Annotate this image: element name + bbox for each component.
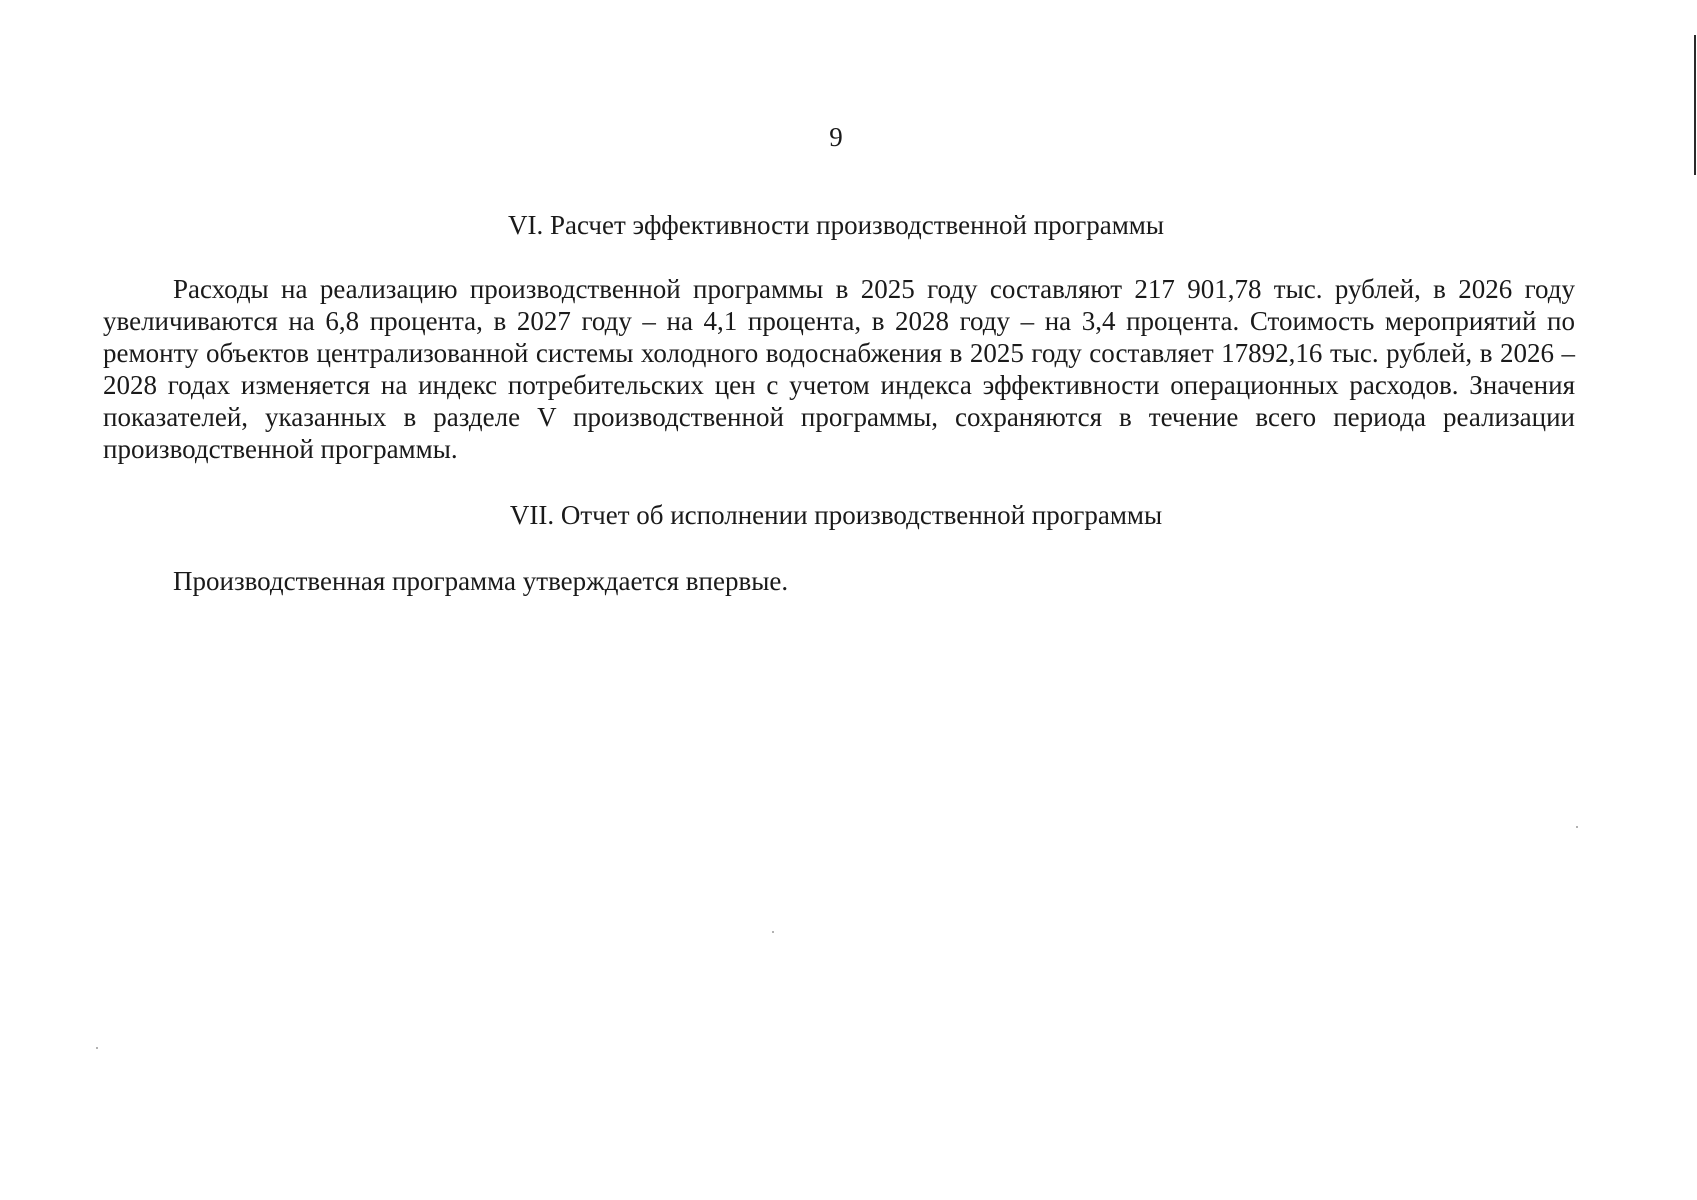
scan-speck (1576, 826, 1578, 828)
section-vii-paragraph: Производственная программа утверждается впервые. (173, 566, 789, 596)
scan-edge-line (1694, 35, 1696, 175)
section-title-vii: VII. Отчет об исполнении производственной программы (509, 500, 1163, 530)
page-number: 9 (829, 122, 843, 152)
section-title-vi: VI. Расчет эффективности производственной программы (507, 210, 1164, 240)
section-vi-paragraph: Расходы на реализацию производственной программы в 2025 году составляют 217 901,78 тыс. рублей, в 2026 году увеличиваются на 6,8 процента, в 2027 году – на 4,1 процента, в 2028 году – на 3,4 процента. Стоимость мероприятий по ремонту объектов централизованной системы холодного водоснабжения в 2025 году составляет 17892,16 тыс. рублей, в 2026 – 2028 годах изменяется на индекс потребительских цен с учетом индекса эффективности операционных расходов. Значения показателей, указанных в разделе V производственной программы, сохраняются в течение всего периода реализации производственной программы. (103, 274, 1575, 464)
scan-speck (772, 931, 774, 933)
scan-speck (96, 1047, 98, 1049)
